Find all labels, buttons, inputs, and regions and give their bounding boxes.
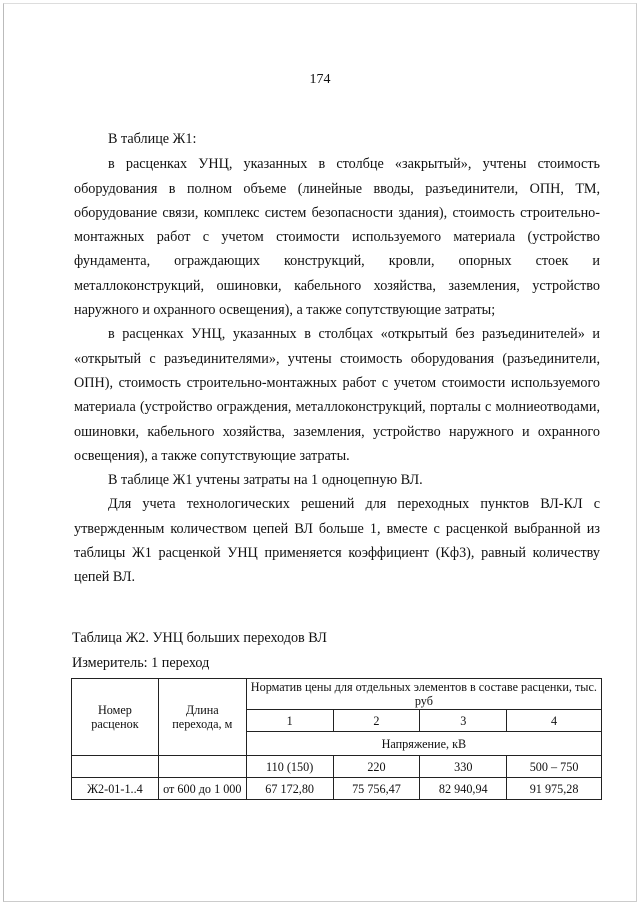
col-number-2: 2	[333, 710, 420, 732]
row-code: Ж2-01-1..4	[72, 778, 159, 800]
row-value-1: 67 172,80	[246, 778, 333, 800]
voltage-3: 330	[420, 756, 507, 778]
empty-cell	[158, 756, 246, 778]
header-voltage: Напряжение, кВ	[246, 732, 601, 756]
col-number-1: 1	[246, 710, 333, 732]
heading-line: В таблице Ж1:	[108, 131, 197, 147]
col-number-4: 4	[507, 710, 602, 732]
row-value-2: 75 756,47	[333, 778, 420, 800]
voltage-row	[72, 756, 602, 778]
measure-unit: Измеритель: 1 переход	[72, 655, 210, 671]
page-number: 174	[309, 72, 331, 87]
header-row-group	[72, 679, 602, 710]
price-table	[71, 678, 602, 800]
paragraph-coefficient: Для учета технологических решений для переходных пунктов ВЛ-КЛ с утвержденным количеством цепей ВЛ больше 1, вместе с расценкой выбранной из таблицы Ж1 расценкой УНЦ применяется коэффициент (Кф3), равный количеству цепей ВЛ.	[74, 496, 600, 586]
empty-cell	[72, 756, 159, 778]
row-value-3: 82 940,94	[420, 778, 507, 800]
col-number-3: 3	[420, 710, 507, 732]
header-group: Норматив цены для отдельных элементов в составе расценки, тыс. руб	[246, 679, 601, 710]
table-row	[72, 778, 602, 800]
paragraph-single-circuit: В таблице Ж1 учтены затраты на 1 одноцепную ВЛ.	[108, 472, 423, 489]
voltage-4: 500 – 750	[507, 756, 602, 778]
row-length: от 600 до 1 000	[158, 778, 246, 800]
header-length: Длина перехода, м	[158, 679, 246, 756]
row-value-4: 91 975,28	[507, 778, 602, 800]
paragraph-closed: в расценках УНЦ, указанных в столбце «закрытый», учтены стоимость оборудования в полном объеме (линейные вводы, разъединители, ОПН, ТМ, оборудование связи, комплекс систем безопасности здания), стоимость строительно-монтажных работ с учетом стоимости используемого материала (устройство фундамента, ограждающих конструкций, кровли, опорных стоек и металлоконструкций, ошиновки, кабельного хозяйства, заземления, устройство наружного и охранного освещения), а также сопутствующие затраты;	[74, 156, 600, 319]
table-caption: Таблица Ж2. УНЦ больших переходов ВЛ	[72, 630, 327, 646]
paragraph-open: в расценках УНЦ, указанных в столбцах «открытый без разъединителей» и «открытый с разъединителями», учтены стоимость оборудования (разъединители, ОПН), стоимость строительно-монтажных работ с учетом стоимости используемого материала (устройство ограждения, металлоконструкций, порталы с молниеотводами, ошиновки, кабельного хозяйства, заземления, устройство наружного и охранного освещения), а также сопутствующие затраты.	[74, 326, 600, 464]
header-code: Номер расценок	[72, 679, 159, 756]
text-body	[74, 127, 600, 590]
voltage-2: 220	[333, 756, 420, 778]
voltage-1: 110 (150)	[246, 756, 333, 778]
